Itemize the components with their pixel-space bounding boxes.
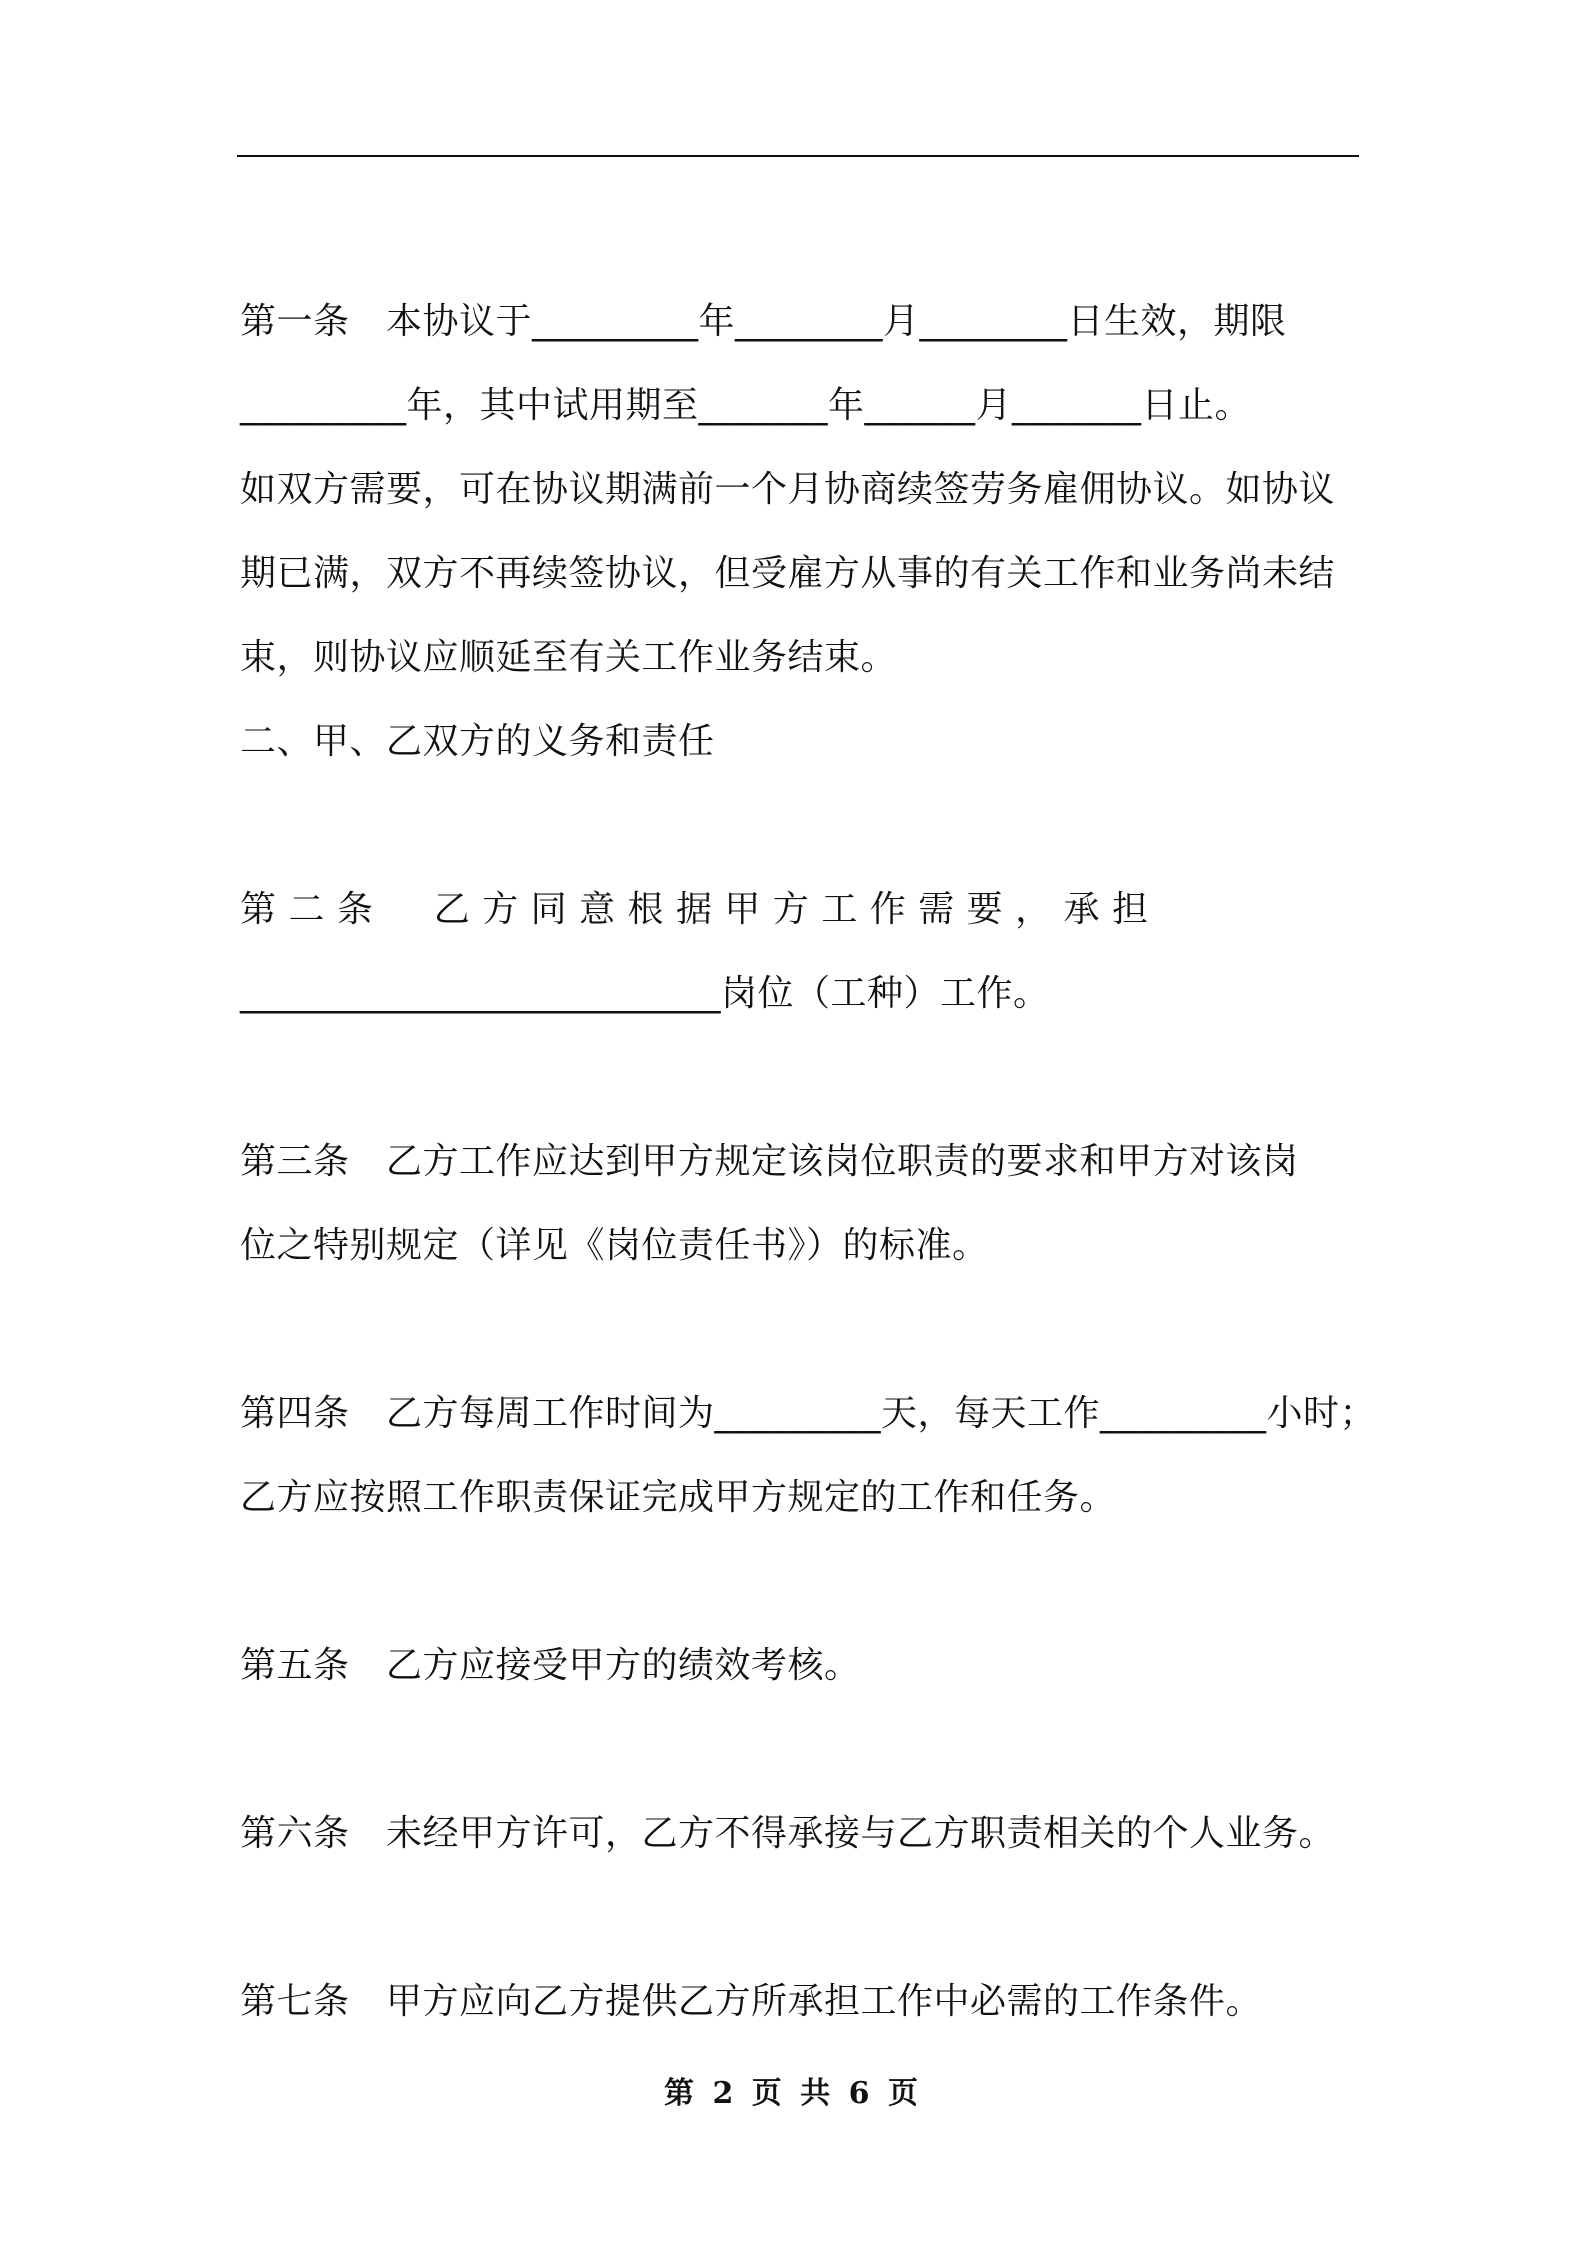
spacer — [240, 784, 1362, 868]
document-body — [240, 280, 1377, 2044]
article-1-line-2: _________年，其中试用期至_______年______月_______日止。 — [240, 385, 1252, 426]
article-1-line-4: 期已满，双方不再续签协议，但受雇方从事的有关工作和业务尚未结 — [240, 553, 1336, 594]
spacer — [240, 1708, 1362, 1792]
header-rule — [237, 155, 1359, 157]
article-2-line-2: __________________________岗位（工种）工作。 — [240, 973, 1050, 1014]
section-heading: 二、甲、乙双方的义务和责任 — [240, 721, 715, 762]
page-footer: 第 2 页 共 6 页 — [664, 2076, 922, 2111]
article-4-line-1: 第四条 乙方每周工作时间为_________天，每天工作_________小时； — [240, 1393, 1377, 1434]
article-7: 第七条 甲方应向乙方提供乙方所承担工作中必需的工作条件。 — [240, 1981, 1263, 2022]
article-3-line-1: 第三条 乙方工作应达到甲方规定该岗位职责的要求和甲方对该岗 — [240, 1141, 1299, 1182]
article-6: 第六条 未经甲方许可，乙方不得承接与乙方职责相关的个人业务。 — [240, 1813, 1336, 1854]
article-1-line-1: 第一条 本协议于_________年________月________日生效，期限 — [240, 301, 1287, 342]
spacer — [240, 1288, 1362, 1372]
article-5: 第五条 乙方应接受甲方的绩效考核。 — [240, 1645, 861, 1686]
spacer — [240, 1876, 1362, 1960]
spacer — [240, 1036, 1362, 1120]
spacer — [240, 1540, 1362, 1624]
article-1-line-3: 如双方需要，可在协议期满前一个月协商续签劳务雇佣协议。如协议 — [240, 469, 1336, 510]
article-4-line-2: 乙方应按照工作职责保证完成甲方规定的工作和任务。 — [240, 1477, 1117, 1518]
article-1-line-5: 束，则协议应顺延至有关工作业务结束。 — [240, 637, 898, 678]
article-2-line-1: 第 二 条 乙 方 同 意 根 据 甲 方 工 作 需 要 ， 承 担 — [240, 889, 1149, 930]
article-3-line-2: 位之特别规定（详见《岗位责任书》）的标准。 — [240, 1225, 989, 1266]
